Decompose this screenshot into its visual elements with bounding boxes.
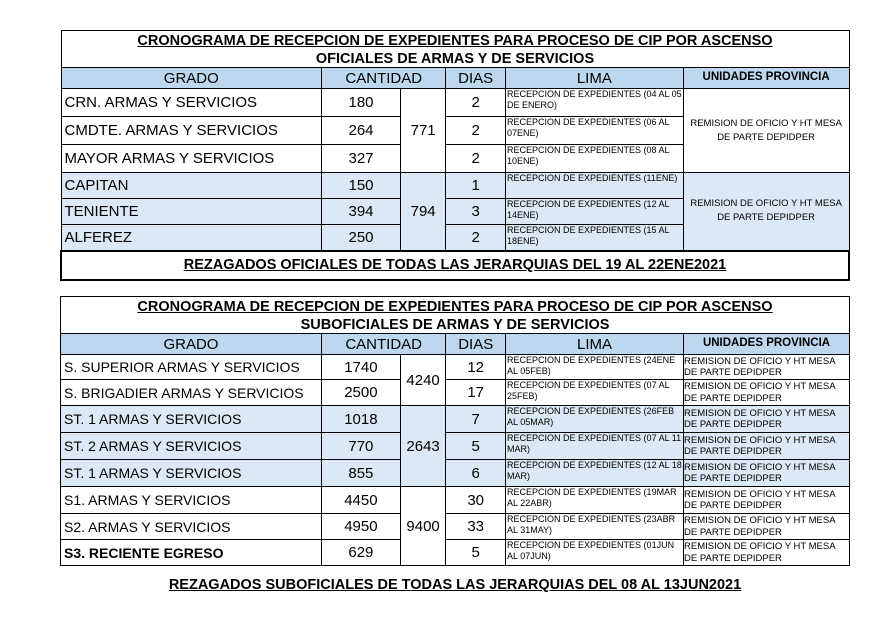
dias-cell: 5	[446, 433, 506, 460]
lima-cell: RECEPCION DE EXPEDIENTES (23ABR AL 31MAY)	[506, 514, 684, 540]
cantidad-cell: 4950	[321, 514, 400, 540]
cantidad-cell: 2500	[321, 380, 400, 406]
provincia-cell: REMISION DE OFICIO Y HT MESA DE PARTE DEPIDPER	[684, 406, 850, 433]
cantidad-cell: 180	[322, 89, 401, 117]
grado-cell: CAPITAN	[61, 173, 322, 199]
dias-cell: 2	[446, 117, 506, 145]
provincia-cell: REMISION DE OFICIO Y HT MESA DE PARTE DEPIDPER	[683, 173, 849, 251]
total-cell: 2643	[400, 406, 446, 487]
total-cell: 9400	[400, 487, 446, 566]
provincia-cell: REMISION DE OFICIO Y HT MESA DE PARTE DEPIDPER	[684, 460, 850, 487]
table-row	[61, 433, 850, 460]
table-row	[61, 460, 850, 487]
total-cell: 794	[400, 173, 445, 251]
lima-cell: RECEPCION DE EXPEDIENTES (24ENE AL 05FEB)	[506, 355, 684, 380]
dias-cell: 33	[446, 514, 506, 540]
dias-cell: 3	[446, 199, 506, 225]
grado-cell: ST. 1 ARMAS Y SERVICIOS	[61, 406, 322, 433]
cantidad-cell: 394	[322, 199, 401, 225]
lima-cell: RECEPCION DE EXPEDIENTES (01JUN AL 07JUN)	[506, 540, 684, 566]
oficiales-subtitle: OFICIALES DE ARMAS Y DE SERVICIOS	[61, 51, 849, 68]
oficiales-footer: REZAGADOS OFICIALES DE TODAS LAS JERARQUIAS DEL 19 AL 22ENE2021	[61, 251, 849, 280]
header-grado: GRADO	[61, 334, 322, 355]
dias-cell: 7	[446, 406, 506, 433]
table-row	[61, 540, 850, 566]
header-lima: LIMA	[506, 334, 684, 355]
lima-cell: RECEPCION DE EXPEDIENTES (12 AL 18 MAR)	[506, 460, 684, 487]
table-row	[61, 487, 850, 514]
table-row	[61, 380, 850, 406]
dias-cell: 2	[446, 145, 506, 173]
dias-cell: 2	[446, 89, 506, 117]
grado-cell: S. BRIGADIER ARMAS Y SERVICIOS	[61, 380, 322, 406]
lima-cell: RECEPCION DE EXPEDIENTES (19MAR AL 22ABR)	[506, 487, 684, 514]
grado-cell: ST. 1 ARMAS Y SERVICIOS	[61, 460, 322, 487]
dias-cell: 5	[446, 540, 506, 566]
oficiales-title: CRONOGRAMA DE RECEPCION DE EXPEDIENTES PARA PROCESO DE CIP POR ASCENSO	[61, 31, 849, 52]
grado-cell: ALFEREZ	[61, 225, 322, 251]
provincia-cell: REMISION DE OFICIO Y HT MESA DE PARTE DEPIDPER	[684, 380, 850, 406]
total-cell: 4240	[400, 355, 446, 406]
total-cell: 771	[400, 89, 445, 173]
dias-cell: 17	[446, 380, 506, 406]
provincia-cell: REMISION DE OFICIO Y HT MESA DE PARTE DEPIDPER	[684, 433, 850, 460]
cantidad-cell: 150	[322, 173, 401, 199]
grado-cell: S2. ARMAS Y SERVICIOS	[61, 514, 322, 540]
table-row	[61, 514, 850, 540]
dias-cell: 12	[446, 355, 506, 380]
header-grado: GRADO	[61, 68, 322, 89]
cantidad-cell: 327	[322, 145, 401, 173]
oficiales-table	[60, 30, 850, 281]
lima-cell: RECEPCION DE EXPEDIENTES (06 AL 07ENE)	[505, 117, 683, 145]
provincia-cell: REMISION DE OFICIO Y HT MESA DE PARTE DEPIDPER	[684, 540, 850, 566]
lima-cell: RECEPCION DE EXPEDIENTES (11ENE)	[505, 173, 683, 199]
header-lima: LIMA	[505, 68, 683, 89]
provincia-cell: REMISION DE OFICIO Y HT MESA DE PARTE DEPIDPER	[684, 487, 850, 514]
grado-cell: S. SUPERIOR ARMAS Y SERVICIOS	[61, 355, 322, 380]
header-cantidad: CANTIDAD	[321, 334, 445, 355]
cantidad-cell: 855	[321, 460, 400, 487]
header-unidades-provincia: UNIDADES PROVINCIA	[683, 68, 849, 89]
provincia-cell: REMISION DE OFICIO Y HT MESA DE PARTE DEPIDPER	[683, 89, 849, 173]
lima-cell: RECEPCION DE EXPEDIENTES (26FEB AL 05MAR)	[506, 406, 684, 433]
provincia-cell: REMISION DE OFICIO Y HT MESA DE PARTE DEPIDPER	[684, 355, 850, 380]
suboficiales-subtitle: SUBOFICIALES DE ARMAS Y DE SERVICIOS	[61, 317, 850, 334]
cantidad-cell: 4450	[321, 487, 400, 514]
header-unidades-provincia: UNIDADES PROVINCIA	[684, 334, 850, 355]
header-cantidad: CANTIDAD	[322, 68, 446, 89]
lima-cell: RECEPCION DE EXPEDIENTES (12 AL 14ENE)	[505, 199, 683, 225]
cantidad-cell: 629	[321, 540, 400, 566]
grado-cell: S3. RECIENTE EGRESO	[61, 540, 322, 566]
cantidad-cell: 1740	[321, 355, 400, 380]
lima-cell: RECEPCION DE EXPEDIENTES (08 AL 10ENE)	[505, 145, 683, 173]
table-row	[61, 355, 850, 380]
grado-cell: CRN. ARMAS Y SERVICIOS	[61, 89, 322, 117]
header-dias: DIAS	[446, 68, 506, 89]
suboficiales-table	[60, 296, 850, 566]
lima-cell: RECEPCION DE EXPEDIENTES (04 AL 05 DE ENERO)	[505, 89, 683, 117]
lima-cell: RECEPCION DE EXPEDIENTES (15 AL 18ENE)	[505, 225, 683, 251]
table-row	[61, 89, 849, 117]
cantidad-cell: 1018	[321, 406, 400, 433]
dias-cell: 2	[446, 225, 506, 251]
table-row	[61, 406, 850, 433]
dias-cell: 6	[446, 460, 506, 487]
grado-cell: TENIENTE	[61, 199, 322, 225]
grado-cell: ST. 2 ARMAS Y SERVICIOS	[61, 433, 322, 460]
header-dias: DIAS	[446, 334, 506, 355]
lima-cell: RECEPCION DE EXPEDIENTES (07 AL 11 MAR)	[506, 433, 684, 460]
provincia-cell: REMISION DE OFICIO Y HT MESA DE PARTE DEPIDPER	[684, 514, 850, 540]
grado-cell: MAYOR ARMAS Y SERVICIOS	[61, 145, 322, 173]
cantidad-cell: 250	[322, 225, 401, 251]
grado-cell: S1. ARMAS Y SERVICIOS	[61, 487, 322, 514]
dias-cell: 1	[446, 173, 506, 199]
table-row	[61, 173, 849, 199]
suboficiales-title: CRONOGRAMA DE RECEPCION DE EXPEDIENTES PARA PROCESO DE CIP POR ASCENSO	[61, 297, 850, 318]
cantidad-cell: 264	[322, 117, 401, 145]
dias-cell: 30	[446, 487, 506, 514]
cantidad-cell: 770	[321, 433, 400, 460]
grado-cell: CMDTE. ARMAS Y SERVICIOS	[61, 117, 322, 145]
suboficiales-footer: REZAGADOS SUBOFICIALES DE TODAS LAS JERARQUIAS DEL 08 AL 13JUN2021	[168, 577, 742, 593]
lima-cell: RECEPCION DE EXPEDIENTES (07 AL 25FEB)	[506, 380, 684, 406]
